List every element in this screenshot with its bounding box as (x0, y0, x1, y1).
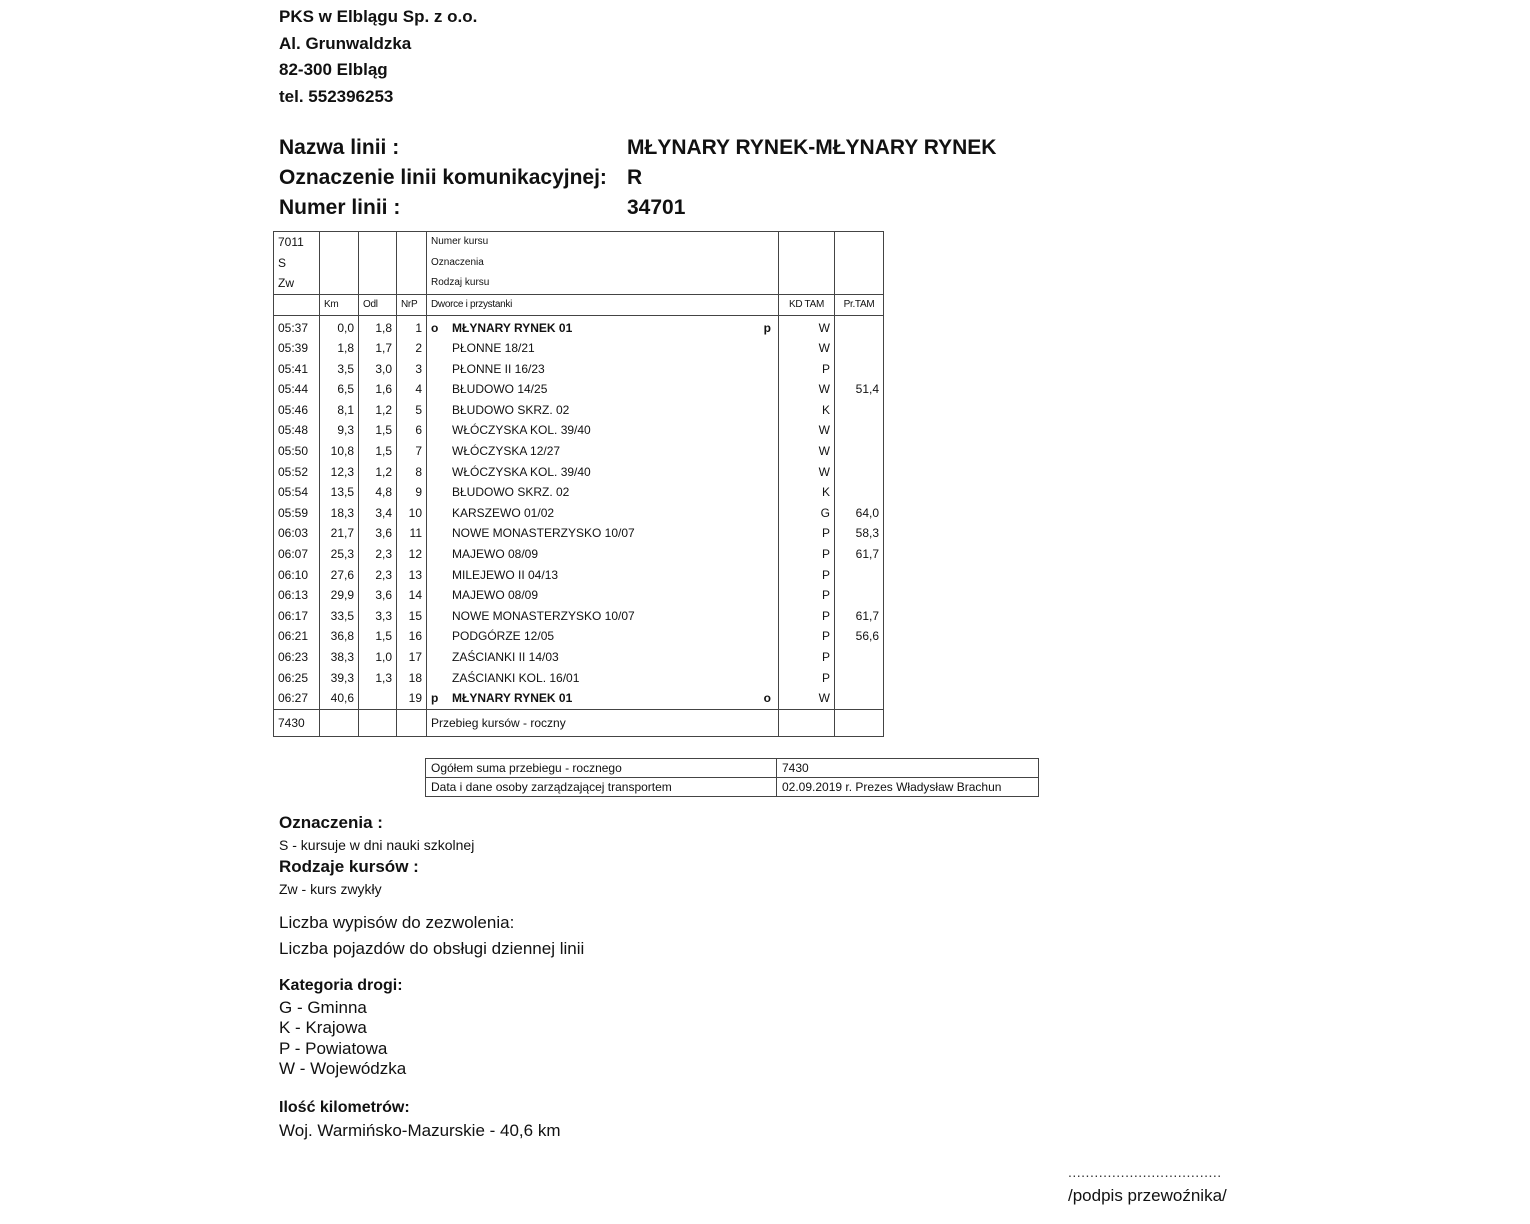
col-pr-tam: Pr.TAM (835, 294, 884, 315)
stop-name: BŁUDOWO SKRZ. 02 (452, 402, 570, 417)
stop-number: 4 (397, 379, 427, 400)
timetable-row (274, 544, 884, 565)
km-title: Ilość kilometrów: (279, 1099, 410, 1116)
pr-tam-value (835, 585, 884, 606)
stop-name: PŁONNE 18/21 (452, 341, 535, 356)
km-value: 0,0 (320, 315, 359, 338)
km-value: 27,6 (320, 565, 359, 586)
markings-item: S - kursuje w dni nauki szkolnej (279, 837, 475, 853)
timetable-row (274, 420, 884, 441)
departure-time: 05:37 (274, 315, 320, 338)
departure-time: 06:07 (274, 544, 320, 565)
km-value: 38,3 (320, 647, 359, 668)
stop-prefix-marker: p (431, 691, 439, 706)
stop-cell (427, 315, 779, 338)
course-type: Zw (274, 273, 320, 294)
timetable-row (274, 688, 884, 709)
pr-tam-value (835, 315, 884, 338)
marking-row (274, 253, 884, 274)
line-name-row (279, 133, 1079, 163)
road-category-code: W (779, 315, 835, 338)
distance-value: 1,0 (359, 647, 397, 668)
stop-cell (427, 400, 779, 421)
stop-wrapper (431, 523, 774, 544)
course-types-title: Rodzaje kursów : (279, 857, 419, 876)
stop-name: PODGÓRZE 12/05 (452, 629, 555, 644)
line-number-row (279, 193, 1079, 223)
line-number-label: Numer linii : (279, 196, 401, 219)
road-category-code: W (779, 420, 835, 441)
stop-cell (427, 688, 779, 709)
km-value: 21,7 (320, 523, 359, 544)
timetable-row (274, 668, 884, 689)
stop-wrapper (431, 379, 774, 400)
stop-number: 12 (397, 544, 427, 565)
stop-wrapper (431, 420, 774, 441)
stop-wrapper (431, 647, 774, 668)
stop-cell (427, 668, 779, 689)
empty-cell (835, 709, 884, 736)
course-types-item: Zw - kurs zwykły (279, 881, 382, 897)
timetable-row (274, 315, 884, 338)
stop-wrapper (431, 482, 774, 503)
line-name-label: Nazwa linii : (279, 136, 400, 159)
timetable-row (274, 400, 884, 421)
stop-name: BŁUDOWO 14/25 (452, 382, 548, 397)
stop-number: 15 (397, 606, 427, 627)
stop-name: NOWE MONASTERZYSKO 10/07 (452, 608, 635, 623)
signature-line: ................................... (1068, 1164, 1222, 1180)
summary-manager-value: 02.09.2019 r. Prezes Władysław Brachun (777, 778, 1039, 797)
stop-cell (427, 503, 779, 524)
stop-cell (427, 606, 779, 627)
course-number: 7011 (274, 232, 320, 253)
stop-wrapper (431, 544, 774, 565)
timetable-row (274, 585, 884, 606)
stop-wrapper (431, 400, 774, 421)
departure-time: 06:10 (274, 565, 320, 586)
stop-cell (427, 482, 779, 503)
vehicles-label: Liczba pojazdów do obsługi dziennej linii (279, 939, 585, 958)
stop-wrapper (431, 503, 774, 524)
stop-wrapper (431, 565, 774, 586)
stop-wrapper (431, 688, 774, 709)
km-value: 8,1 (320, 400, 359, 421)
stop-number: 7 (397, 441, 427, 462)
summary-manager-row (426, 778, 1039, 797)
km-value: 6,5 (320, 379, 359, 400)
empty-cell (835, 273, 884, 294)
pr-tam-value (835, 647, 884, 668)
distance-value: 3,6 (359, 523, 397, 544)
departure-time: 05:54 (274, 482, 320, 503)
timetable-row (274, 359, 884, 380)
stop-name: WŁÓCZYSKA 12/27 (452, 444, 561, 459)
stop-cell (427, 441, 779, 462)
stop-number: 6 (397, 420, 427, 441)
stop-suffix-marker: p (763, 320, 771, 335)
marking-label: Oznaczenia (427, 253, 779, 274)
distance-value: 1,5 (359, 626, 397, 647)
stop-number: 17 (397, 647, 427, 668)
pr-tam-value (835, 338, 884, 359)
departure-time: 06:23 (274, 647, 320, 668)
km-value: 18,3 (320, 503, 359, 524)
empty-cell (397, 232, 427, 253)
road-category-code: G (779, 503, 835, 524)
stop-cell (427, 338, 779, 359)
col-time (274, 294, 320, 315)
road-category-title: Kategoria drogi: (279, 977, 403, 994)
timetable-row (274, 647, 884, 668)
departure-time: 06:17 (274, 606, 320, 627)
departure-time: 05:44 (274, 379, 320, 400)
distance-value: 4,8 (359, 482, 397, 503)
distance-value: 2,3 (359, 565, 397, 586)
road-category-code: K (779, 482, 835, 503)
stop-number: 11 (397, 523, 427, 544)
departure-time: 06:13 (274, 585, 320, 606)
empty-cell (779, 232, 835, 253)
distance-value: 1,7 (359, 338, 397, 359)
stop-name: PŁONNE II 16/23 (452, 361, 545, 376)
summary-total-row (426, 759, 1039, 778)
empty-cell (397, 273, 427, 294)
stop-number: 19 (397, 688, 427, 709)
departure-time: 05:39 (274, 338, 320, 359)
distance-value: 2,3 (359, 544, 397, 565)
km-value: 3,5 (320, 359, 359, 380)
stop-name: MŁYNARY RYNEK 01 (452, 691, 573, 706)
annual-label: Przebieg kursów - roczny (427, 709, 779, 736)
road-category-item: P - Powiatowa (279, 1039, 388, 1058)
stop-wrapper (431, 441, 774, 462)
road-category-code: P (779, 544, 835, 565)
road-category-code: P (779, 626, 835, 647)
pr-tam-value (835, 688, 884, 709)
signature-label: /podpis przewoźnika/ (1068, 1186, 1227, 1205)
stop-name: BŁUDOWO SKRZ. 02 (452, 485, 570, 500)
km-value: 10,8 (320, 441, 359, 462)
timetable-row (274, 565, 884, 586)
road-category-code: K (779, 400, 835, 421)
pr-tam-value (835, 420, 884, 441)
markings-title: Oznaczenia : (279, 813, 383, 832)
road-category-code: P (779, 606, 835, 627)
km-item: Woj. Warmińsko-Mazurskie - 40,6 km (279, 1121, 561, 1140)
stop-number: 13 (397, 565, 427, 586)
road-category-code: P (779, 647, 835, 668)
summary-total-value: 7430 (777, 759, 1039, 778)
timetable-row (274, 379, 884, 400)
road-category-item: W - Wojewódzka (279, 1059, 407, 1078)
distance-value: 1,2 (359, 462, 397, 483)
stop-name: MAJEWO 08/09 (452, 547, 539, 562)
empty-cell (359, 232, 397, 253)
departure-time: 05:59 (274, 503, 320, 524)
course-marking: S (274, 253, 320, 274)
road-category-code: P (779, 565, 835, 586)
stop-number: 14 (397, 585, 427, 606)
stop-cell (427, 359, 779, 380)
stop-cell (427, 523, 779, 544)
stop-number: 5 (397, 400, 427, 421)
company-city: 82-300 Elbląg (279, 60, 388, 79)
km-value: 40,6 (320, 688, 359, 709)
empty-cell (320, 253, 359, 274)
distance-value: 3,6 (359, 585, 397, 606)
company-name: PKS w Elblągu Sp. z o.o. (279, 7, 478, 26)
line-designation-value: R (627, 166, 643, 189)
course-number-label: Numer kursu (427, 232, 779, 253)
summary-total-label: Ogółem suma przebiegu - rocznego (426, 759, 777, 778)
pr-tam-value: 56,6 (835, 626, 884, 647)
empty-cell (359, 709, 397, 736)
stop-number: 3 (397, 359, 427, 380)
line-designation-row (279, 163, 1079, 193)
line-info (279, 133, 1079, 223)
departure-time: 05:48 (274, 420, 320, 441)
col-stops: Dworce i przystanki (427, 294, 779, 315)
road-category-code: W (779, 441, 835, 462)
stop-name: ZAŚCIANKI II 14/03 (452, 650, 559, 664)
distance-value: 3,3 (359, 606, 397, 627)
empty-cell (320, 273, 359, 294)
stop-cell (427, 379, 779, 400)
timetable-row (274, 441, 884, 462)
stop-cell (427, 585, 779, 606)
pr-tam-value: 51,4 (835, 379, 884, 400)
empty-cell (397, 253, 427, 274)
road-category-item: G - Gminna (279, 998, 367, 1017)
km-value: 13,5 (320, 482, 359, 503)
col-kd-tam: KD TAM (779, 294, 835, 315)
stop-wrapper (431, 626, 774, 647)
km-value: 1,8 (320, 338, 359, 359)
timetable-row (274, 462, 884, 483)
timetable-row (274, 626, 884, 647)
stop-wrapper (431, 462, 774, 483)
stop-cell (427, 626, 779, 647)
departure-time: 05:41 (274, 359, 320, 380)
stop-number: 8 (397, 462, 427, 483)
annual-total: 7430 (274, 709, 320, 736)
road-category-code: P (779, 523, 835, 544)
stop-wrapper (431, 338, 774, 359)
stop-name: MILEJEWO II 04/13 (452, 567, 559, 582)
course-type-label: Rodzaj kursu (427, 273, 779, 294)
road-category-code: W (779, 462, 835, 483)
timetable-row (274, 482, 884, 503)
departure-time: 06:25 (274, 668, 320, 689)
timetable-row (274, 606, 884, 627)
column-header-row (274, 294, 884, 315)
course-type-row (274, 273, 884, 294)
stop-name: WŁÓCZYSKA KOL. 39/40 (452, 464, 591, 479)
distance-value: 1,5 (359, 420, 397, 441)
empty-cell (835, 232, 884, 253)
stop-name: NOWE MONASTERZYSKO 10/07 (452, 526, 635, 541)
stop-wrapper (431, 359, 774, 380)
departure-time: 06:27 (274, 688, 320, 709)
distance-value: 3,0 (359, 359, 397, 380)
stop-number: 16 (397, 626, 427, 647)
stop-cell (427, 462, 779, 483)
stop-name: KARSZEWO 01/02 (452, 505, 555, 520)
stop-suffix-marker: o (763, 691, 771, 706)
stop-prefix-marker: o (431, 320, 439, 335)
pr-tam-value (835, 359, 884, 380)
km-value: 25,3 (320, 544, 359, 565)
timetable (273, 231, 884, 737)
stop-wrapper (431, 318, 774, 339)
stop-number: 18 (397, 668, 427, 689)
km-value: 39,3 (320, 668, 359, 689)
company-phone: tel. 552396253 (279, 86, 394, 106)
company-street: Al. Grunwaldzka (279, 33, 412, 53)
distance-value: 3,4 (359, 503, 397, 524)
stop-cell (427, 647, 779, 668)
departure-time: 05:46 (274, 400, 320, 421)
annual-row (274, 709, 884, 736)
pr-tam-value (835, 441, 884, 462)
stop-cell (427, 544, 779, 565)
distance-value (359, 688, 397, 709)
timetable-row (274, 523, 884, 544)
stop-cell (427, 565, 779, 586)
line-designation-label: Oznaczenie linii komunikacyjnej: (279, 166, 607, 189)
col-odl: Odl (359, 294, 397, 315)
empty-cell (359, 273, 397, 294)
pr-tam-value (835, 400, 884, 421)
pr-tam-value: 61,7 (835, 544, 884, 565)
stop-name: WŁÓCZYSKA KOL. 39/40 (452, 423, 591, 438)
road-category-code: W (779, 338, 835, 359)
km-value: 29,9 (320, 585, 359, 606)
pr-tam-value (835, 462, 884, 483)
departure-time: 05:50 (274, 441, 320, 462)
stop-name: ZAŚCIANKI KOL. 16/01 (452, 670, 580, 685)
empty-cell (779, 273, 835, 294)
stop-wrapper (431, 585, 774, 606)
summary-table (425, 758, 1039, 797)
km-value: 36,8 (320, 626, 359, 647)
pr-tam-value: 61,7 (835, 606, 884, 627)
pr-tam-value: 64,0 (835, 503, 884, 524)
distance-value: 1,3 (359, 668, 397, 689)
road-category-item: K - Krajowa (279, 1018, 367, 1037)
empty-cell (779, 253, 835, 274)
line-name-value: MŁYNARY RYNEK-MŁYNARY RYNEK (627, 136, 997, 159)
road-category-code: P (779, 585, 835, 606)
km-value: 12,3 (320, 462, 359, 483)
course-number-row (274, 232, 884, 253)
stop-wrapper (431, 606, 774, 627)
distance-value: 1,5 (359, 441, 397, 462)
pr-tam-value (835, 482, 884, 503)
empty-cell (779, 709, 835, 736)
distance-value: 1,8 (359, 315, 397, 338)
empty-cell (359, 253, 397, 274)
pr-tam-value (835, 565, 884, 586)
line-number-value: 34701 (627, 196, 686, 219)
departure-time: 06:03 (274, 523, 320, 544)
company-header (279, 4, 477, 110)
road-category-code: W (779, 688, 835, 709)
km-value: 9,3 (320, 420, 359, 441)
stop-name: MAJEWO 08/09 (452, 588, 539, 603)
permits-label: Liczba wypisów do zezwolenia: (279, 913, 515, 932)
stop-wrapper (431, 668, 774, 689)
distance-value: 1,6 (359, 379, 397, 400)
stop-number: 9 (397, 482, 427, 503)
stop-name: MŁYNARY RYNEK 01 (452, 320, 573, 335)
road-category-code: P (779, 359, 835, 380)
col-nrp: NrP (397, 294, 427, 315)
timetable-row (274, 503, 884, 524)
col-km: Km (320, 294, 359, 315)
road-category-code: W (779, 379, 835, 400)
stop-cell (427, 420, 779, 441)
road-category-code: P (779, 668, 835, 689)
empty-cell (397, 709, 427, 736)
pr-tam-value (835, 668, 884, 689)
summary-manager-label: Data i dane osoby zarządzającej transportem (426, 778, 777, 797)
km-value: 33,5 (320, 606, 359, 627)
departure-time: 06:21 (274, 626, 320, 647)
stop-number: 10 (397, 503, 427, 524)
stop-number: 2 (397, 338, 427, 359)
empty-cell (835, 253, 884, 274)
empty-cell (320, 709, 359, 736)
pr-tam-value: 58,3 (835, 523, 884, 544)
empty-cell (320, 232, 359, 253)
timetable-row (274, 338, 884, 359)
distance-value: 1,2 (359, 400, 397, 421)
departure-time: 05:52 (274, 462, 320, 483)
stop-number: 1 (397, 315, 427, 338)
